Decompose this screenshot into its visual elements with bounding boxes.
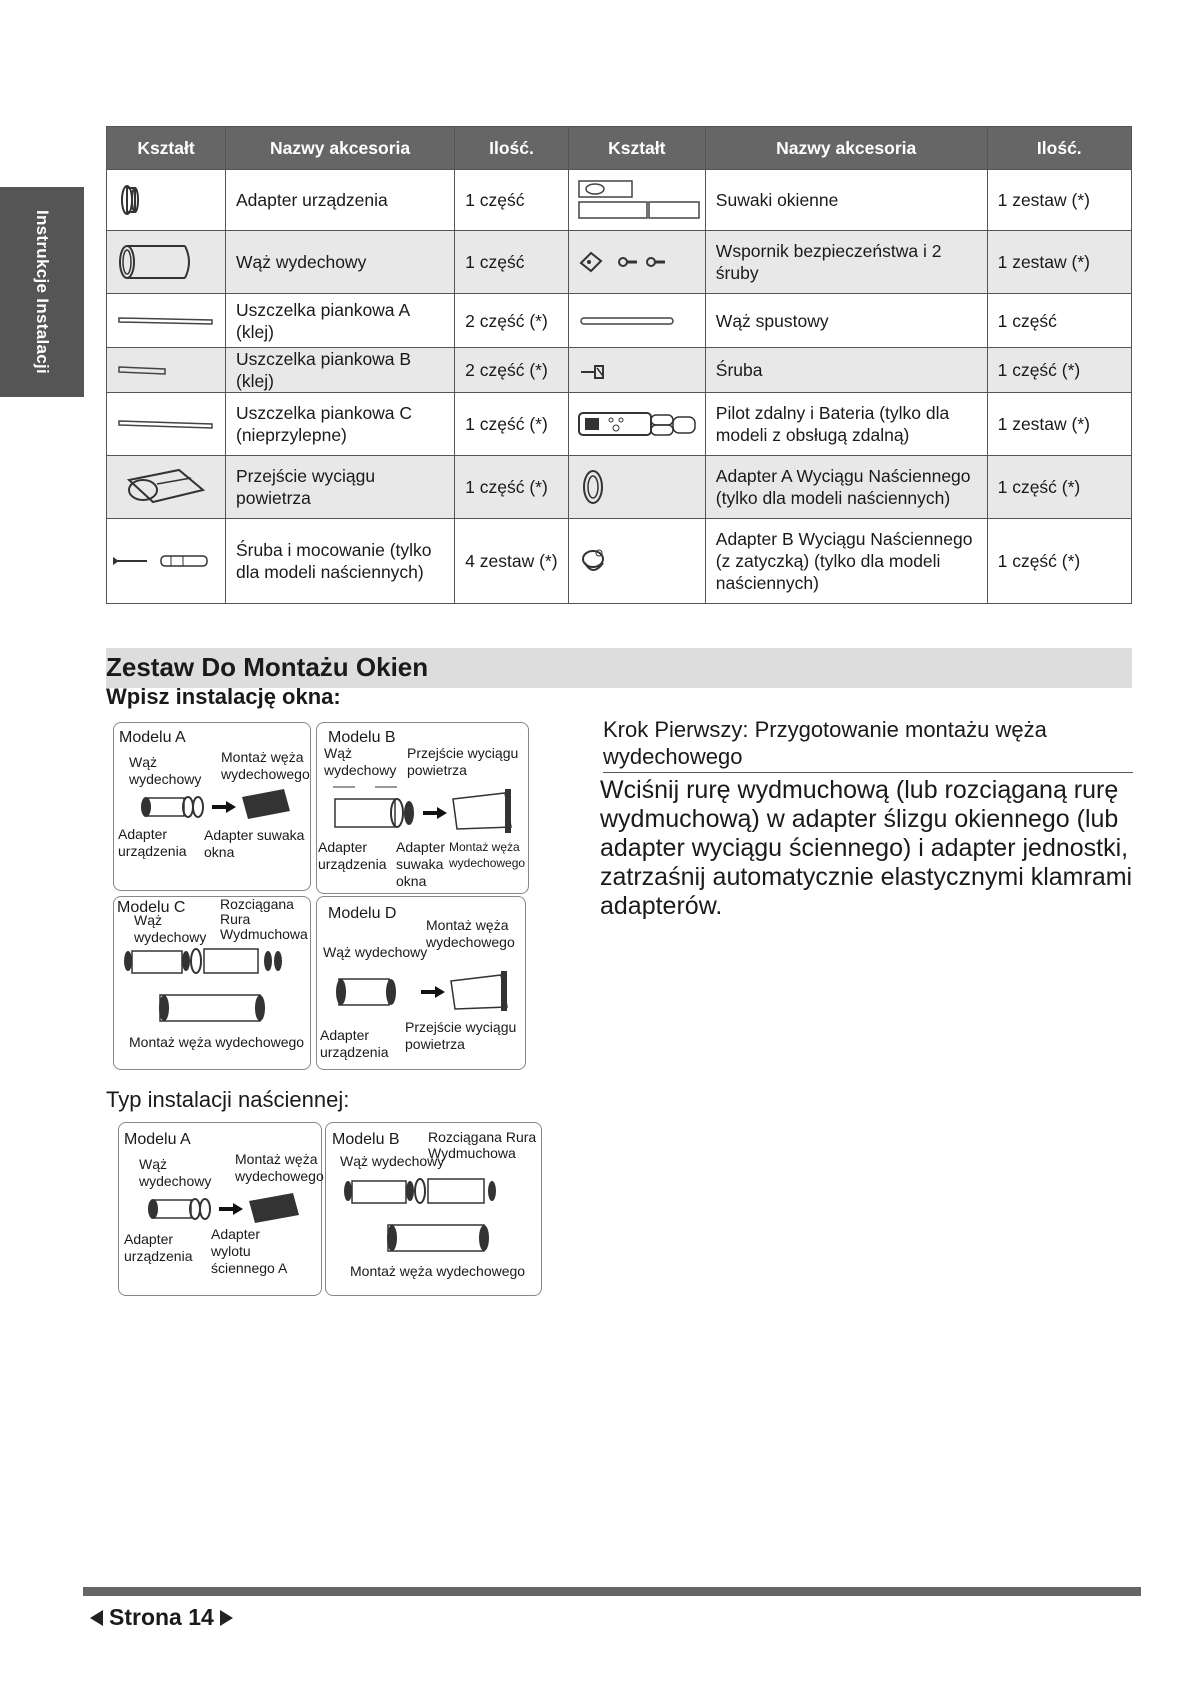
footer-divider (83, 1587, 1141, 1596)
table-cell: Adapter B Wyciągu Naściennego (z zatyczką) (tylko dla modeli naściennych) (705, 519, 987, 604)
table-row (107, 393, 1132, 456)
window-model-c-panel (113, 896, 311, 1070)
wall-adapter-b-icon (568, 519, 705, 604)
table-cell: 2 część (*) (455, 348, 569, 393)
label-extension-pipe: Rozciągana Rura Wydmuchowa (428, 1129, 537, 1161)
hose-assembly-illustration (143, 1191, 319, 1227)
label-hose: Wąż wydechowy (323, 944, 428, 960)
label-mount: Montaż węża wydechowego (426, 917, 515, 950)
device-adapter-icon (107, 170, 226, 231)
label-device-adapter: Adapter urządzenia (124, 1231, 193, 1264)
table-cell: 2 część (*) (455, 294, 569, 348)
table-cell: 1 zestaw (*) (987, 393, 1131, 456)
table-row (107, 519, 1132, 604)
panel-title: Modelu D (328, 905, 397, 922)
panel-title: Modelu B (328, 729, 396, 746)
panel-title: Modelu B (332, 1131, 400, 1148)
window-model-a-panel (113, 722, 311, 891)
panel-title: Modelu C (117, 899, 186, 916)
wall-model-b-panel (325, 1122, 542, 1296)
table-cell: 1 część (*) (987, 348, 1131, 393)
label-mount: Montaż węża wydechowego (350, 1263, 526, 1279)
table-cell: Pilot zdalny i Bateria (tylko dla modeli z obsługą zdalną) (705, 393, 987, 456)
foam-seal-icon (107, 393, 226, 456)
panel-title: Modelu A (119, 729, 186, 746)
label-mount: Montaż węża wydechowego (129, 1034, 305, 1050)
table-cell: 4 zestaw (*) (455, 519, 569, 604)
table-cell: Uszczelka piankowa A (klej) (226, 294, 455, 348)
table-cell: 1 część (987, 294, 1131, 348)
table-row (107, 231, 1132, 294)
step-title: Krok Pierwszy: Przygotowanie montażu węża wydechowego (603, 716, 1133, 773)
foam-seal-icon (107, 348, 226, 393)
table-row (107, 456, 1132, 519)
label-wall-adapter: Adapter wylotu ściennego A (211, 1226, 288, 1276)
table-row (107, 348, 1132, 393)
table-cell: 1 część (*) (987, 519, 1131, 604)
next-page-icon[interactable] (220, 1610, 233, 1626)
table-cell: Przejście wyciągu powietrza (226, 456, 455, 519)
table-cell: 1 część (*) (455, 456, 569, 519)
label-device-adapter: Adapter urządzenia (320, 1027, 389, 1060)
table-header-row (107, 127, 1132, 170)
wall-adapter-a-icon (568, 456, 705, 519)
table-cell: Uszczelka piankowa C (nieprzylepne) (226, 393, 455, 456)
label-slider-adapter: Adapter suwaka okna (396, 839, 446, 889)
table-cell: 1 część (*) (455, 393, 569, 456)
label-transition: Przejście wyciągu powietrza (405, 1019, 517, 1052)
table-cell: Śruba i mocowanie (tylko dla modeli naściennych) (226, 519, 455, 604)
label-hose: Wąż wydechowy (129, 754, 202, 787)
page-number: Strona 14 (109, 1604, 214, 1630)
header-shape-right: Kształt (568, 127, 705, 170)
screw-icon (568, 348, 705, 393)
table-cell: 1 zestaw (*) (987, 170, 1131, 231)
table-cell: Wąż wydechowy (226, 231, 455, 294)
table-cell: Suwaki okienne (705, 170, 987, 231)
step-text: Wciśnij rurę wydmuchową (lub rozciąganą rurę wydmuchową) w adapter ślizgu okiennego (lub adapter wyciągu ściennego) i adapter jednostki, zatrzaśnij automatycznie elastycznymi klamrami adapterów. (600, 776, 1133, 920)
window-sliders-icon (568, 170, 705, 231)
hose-assembly-illustration (325, 967, 521, 1017)
header-shape-left: Kształt (107, 127, 226, 170)
hose-assembly-illustration (325, 779, 521, 837)
remote-battery-icon (568, 393, 705, 456)
exhaust-hose-icon (107, 231, 226, 294)
header-qty-left: Ilość. (455, 127, 569, 170)
table-cell: Wspornik bezpieczeństwa i 2 śruby (705, 231, 987, 294)
footer (90, 1604, 233, 1631)
table-cell: 1 część (455, 170, 569, 231)
table-cell: Uszczelka piankowa B (klej) (226, 348, 455, 393)
table-cell: Wąż spustowy (705, 294, 987, 348)
hose-assembly-illustration (120, 945, 306, 1031)
table-row (107, 170, 1132, 231)
header-qty-right: Ilość. (987, 127, 1131, 170)
foam-seal-icon (107, 294, 226, 348)
label-transition: Przejście wyciągu powietrza (407, 745, 519, 778)
prev-page-icon[interactable] (90, 1610, 103, 1626)
table-row (107, 294, 1132, 348)
label-hose: Wąż wydechowy (134, 912, 207, 945)
hose-assembly-illustration (134, 789, 304, 825)
label-device-adapter: Adapter urządzenia (118, 826, 187, 859)
side-tab (0, 187, 84, 397)
safety-bracket-icon (568, 231, 705, 294)
wall-install-heading: Typ instalacji naściennej: (106, 1087, 350, 1112)
panel-title: Modelu A (124, 1131, 191, 1148)
table-cell: 1 zestaw (*) (987, 231, 1131, 294)
drain-hose-icon (568, 294, 705, 348)
label-device-adapter: Adapter urządzenia (318, 839, 387, 872)
accessories-table (106, 126, 1132, 604)
label-mount: Montaż węża wydechowego (221, 749, 310, 782)
header-name-left: Nazwy akcesoria (226, 127, 455, 170)
screw-anchor-icon (107, 519, 226, 604)
window-model-b-panel (316, 722, 529, 894)
table-cell: Adapter A Wyciągu Naściennego (tylko dla modeli naściennych) (705, 456, 987, 519)
label-mount: Montaż węża wydechowego (449, 840, 526, 870)
table-cell: 1 część (*) (987, 456, 1131, 519)
hose-assembly-illustration (340, 1175, 536, 1261)
label-hose: Wąż wydechowy (340, 1153, 445, 1169)
section-title: Zestaw Do Montażu Okien (106, 652, 429, 682)
header-name-right: Nazwy akcesoria (705, 127, 987, 170)
section-subtitle: Wpisz instalację okna: (106, 684, 341, 709)
label-mount: Montaż węża wydechowego (235, 1151, 324, 1184)
air-exhaust-transition-icon (107, 456, 226, 519)
label-extension-pipe: Rozciągana Rura Wydmuchowa (220, 896, 308, 942)
label-hose: Wąż wydechowy (324, 745, 397, 778)
table-cell: 1 część (455, 231, 569, 294)
table-cell: Adapter urządzenia (226, 170, 455, 231)
label-slider-adapter: Adapter suwaka okna (204, 827, 305, 860)
side-tab-label: Instrukcje Instalacji (33, 209, 52, 375)
label-hose: Wąż wydechowy (139, 1156, 212, 1189)
table-cell: Śruba (705, 348, 987, 393)
wall-model-a-panel (118, 1122, 322, 1296)
window-model-d-panel (316, 896, 526, 1070)
